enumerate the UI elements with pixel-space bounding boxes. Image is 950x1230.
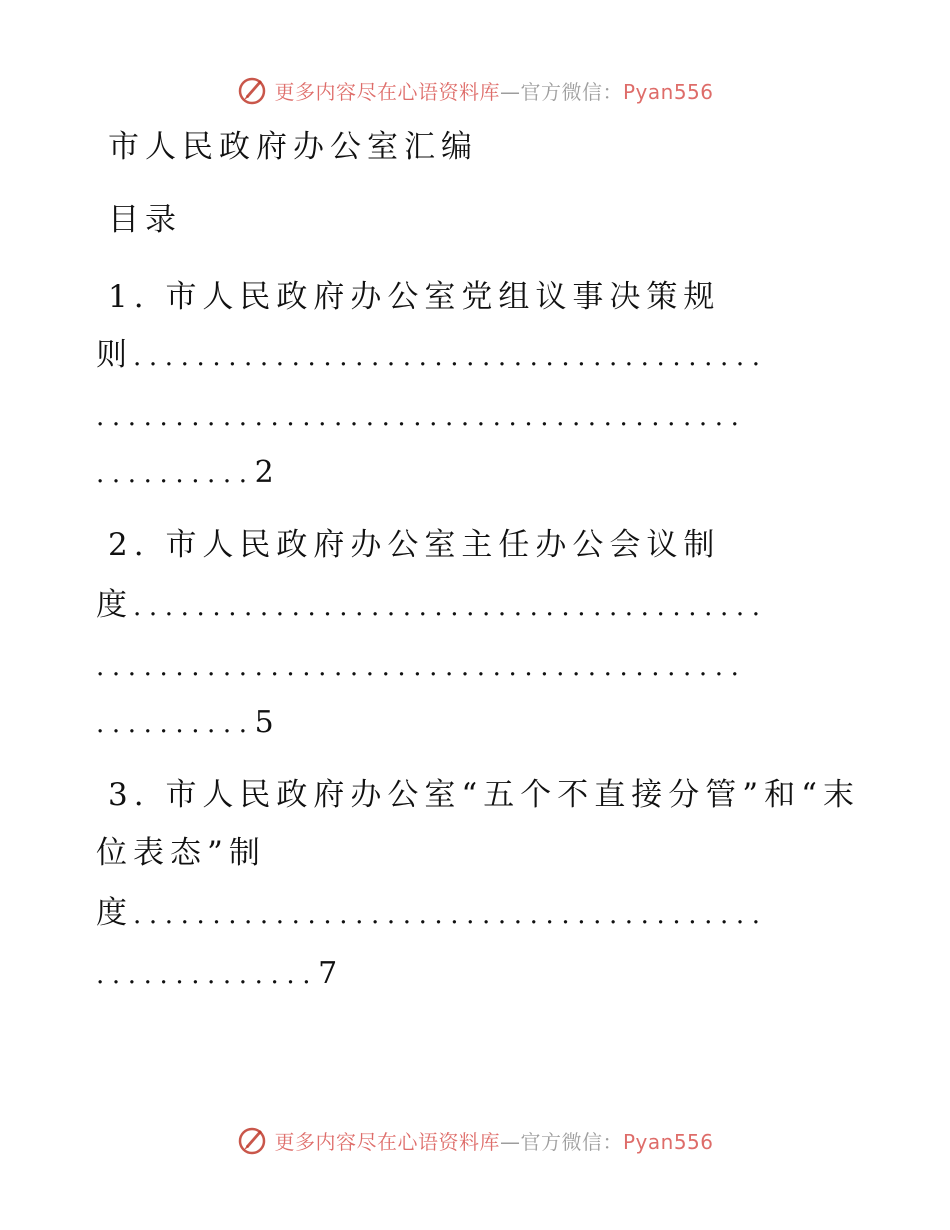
toc-entry-number: 1. — [108, 279, 150, 315]
toc-heading: 目录 — [108, 202, 182, 238]
toc-entry-2[interactable] — [108, 525, 720, 565]
dot-leader: ......................................... — [96, 402, 747, 432]
toc-entry-title: 市人民政府办公室“五个不直接分管”和“末 — [165, 777, 860, 813]
toc-entry-title: 市人民政府办公室党组议事决策规 — [165, 279, 721, 315]
quill-logo-icon — [236, 74, 268, 106]
dot-leader: ........................................ — [133, 592, 768, 622]
dot-leader: ........................................ — [133, 900, 768, 930]
dot-leader: .............. — [96, 960, 319, 990]
toc-entry-title-end: 则 — [96, 337, 133, 373]
dot-leader: .......... — [96, 459, 255, 489]
toc-entry-1-leader-line-3 — [96, 452, 274, 494]
dot-leader: ......................................... — [96, 652, 747, 682]
watermark-official: 官方微信： — [520, 1129, 623, 1154]
toc-entry-3-leader-line-2 — [96, 953, 337, 995]
watermark-wechat-id: Pyan556 — [622, 1129, 714, 1154]
footer-watermark — [0, 1120, 950, 1160]
watermark-brand: 更多内容尽在心语资料库 — [274, 79, 500, 104]
dot-leader: ........................................ — [133, 342, 768, 372]
watermark-brand: 更多内容尽在心语资料库 — [274, 1129, 500, 1154]
document-title: 市人民政府办公室汇编 — [108, 129, 478, 165]
watermark-text — [274, 76, 713, 105]
toc-entry-3[interactable] — [108, 775, 860, 815]
watermark-dash: — — [499, 79, 521, 104]
toc-entry-title-end: 度 — [96, 587, 133, 623]
dot-leader: .......... — [96, 709, 255, 739]
toc-page-number: 2 — [254, 455, 274, 490]
toc-entry-3-leader-line-1 — [96, 893, 768, 935]
toc-entry-title: 市人民政府办公室主任办公会议制 — [165, 527, 721, 563]
toc-entry-number: 2. — [108, 527, 150, 563]
toc-entry-3-title-line-2: 位表态”制 — [96, 835, 266, 871]
toc-entry-number: 3. — [108, 777, 150, 813]
watermark-official: 官方微信： — [520, 79, 623, 104]
watermark-wechat-id: Pyan556 — [622, 79, 714, 104]
quill-logo-icon — [236, 1124, 268, 1156]
watermark-text — [274, 1126, 713, 1155]
watermark-dash: — — [499, 1129, 521, 1154]
toc-entry-title-end: 度 — [96, 895, 133, 931]
toc-entry-1[interactable] — [108, 277, 720, 317]
toc-entry-2-leader-line-3 — [96, 702, 274, 744]
toc-page-number: 5 — [254, 705, 274, 740]
toc-entry-1-leader-line-2 — [96, 395, 746, 437]
toc-entry-1-leader-line-1 — [96, 335, 768, 377]
toc-entry-2-leader-line-2 — [96, 645, 746, 687]
header-watermark — [0, 70, 950, 110]
toc-page-number: 7 — [318, 956, 338, 991]
toc-entry-2-leader-line-1 — [96, 585, 768, 627]
